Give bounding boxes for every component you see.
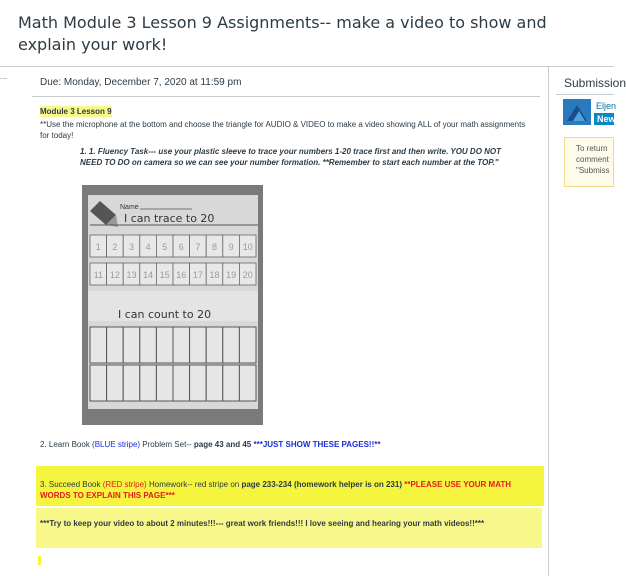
succeed-book-line	[40, 479, 535, 501]
trace-number: 17	[192, 270, 203, 280]
count-cell	[123, 327, 140, 363]
count-cell	[173, 327, 190, 363]
succeed-homework: Homework-- red stripe on	[148, 480, 240, 489]
trace-number: 9	[228, 242, 234, 252]
header-divider	[0, 66, 614, 67]
count-cell	[239, 327, 256, 363]
succeed-helper: (homework helper is on 231)	[293, 480, 402, 489]
count-cell	[190, 365, 207, 401]
left-divider	[0, 78, 7, 79]
new-badge: New	[594, 113, 614, 125]
count-cell	[223, 365, 240, 401]
count-cell	[206, 327, 223, 363]
text-cursor-highlight	[38, 556, 41, 565]
count-cell	[123, 365, 140, 401]
count-cell	[107, 327, 124, 363]
succeed-pages: page 233-234	[241, 480, 292, 489]
trace-number: 14	[143, 270, 154, 280]
closing-text: ***Try to keep your video to about 2 minutes!!!--- great work friends!!! I love seeing and hearing your math videos!!***	[40, 519, 485, 528]
count-cell	[190, 327, 207, 363]
learn-problem: Problem Set--	[142, 440, 192, 449]
trace-number: 13	[126, 270, 137, 280]
trace-number: 10	[242, 242, 253, 252]
learn-book-line	[40, 439, 380, 450]
trace-number: 15	[159, 270, 170, 280]
worksheet-graphic	[82, 185, 263, 425]
user-avatar[interactable]	[563, 99, 591, 125]
trace-number: 20	[242, 270, 253, 280]
count-cell	[156, 365, 173, 401]
count-cell	[223, 327, 240, 363]
trace-number: 3	[128, 242, 135, 252]
fluency-number: 1. 1.	[80, 147, 96, 156]
fluency-task: Fluency Task--- use your plastic sleeve to trace your numbers 1-20 trace first and then write. YOU DO NOT NEED TO DO on camera so we can see your number formation. **Remember to start each number at the TOP."	[80, 147, 502, 167]
trace-title: I can trace to 20	[124, 212, 215, 225]
count-cell	[90, 365, 107, 401]
succeed-prefix: 3. Succeed Book	[40, 480, 101, 489]
trace-row-2	[90, 263, 256, 285]
name-label: Name	[120, 204, 139, 211]
worksheet-image	[82, 185, 263, 425]
trace-number: 8	[211, 242, 218, 252]
fluency-task-text	[80, 146, 525, 168]
sidebar-title: Submission	[564, 76, 626, 90]
content-divider	[32, 96, 540, 97]
trace-row-1	[90, 235, 256, 257]
trace-number: 7	[195, 242, 201, 252]
count-cell	[156, 327, 173, 363]
trace-number: 5	[162, 242, 168, 252]
learn-note: ***JUST SHOW THESE PAGES!!**	[253, 440, 381, 449]
sidebar-notice-text: To return comment "Submiss	[576, 144, 610, 175]
trace-number: 4	[145, 242, 151, 252]
trace-number: 16	[176, 270, 187, 280]
learn-stripe: (BLUE stripe)	[92, 440, 141, 449]
due-date: Due: Monday, December 7, 2020 at 11:59 pm	[40, 77, 242, 88]
learn-prefix: 2. Learn Book	[40, 440, 90, 449]
trace-number: 1	[95, 242, 101, 252]
trace-number: 11	[93, 270, 103, 280]
sidebar-rule	[556, 94, 614, 95]
assignment-title: Math Module 3 Lesson 9 Assignments-- make a video to show and explain your work!	[18, 13, 547, 54]
submitter-name[interactable]: Eljen	[596, 101, 617, 111]
trace-number: 12	[109, 270, 120, 280]
count-cell	[107, 365, 124, 401]
trace-number: 18	[209, 270, 220, 280]
succeed-note: **PLEASE USE YOUR MATH WORDS TO EXPLAIN THIS PAGE***	[40, 480, 512, 500]
trace-number: 19	[226, 270, 237, 280]
count-cell	[140, 327, 157, 363]
avatar-icon	[563, 99, 591, 125]
instructions-text: **Use the microphone at the bottom and choose the triangle for AUDIO & VIDEO to make a video showing ALL of your math assignments for today!	[40, 120, 526, 140]
trace-number: 6	[178, 242, 184, 252]
count-cell	[140, 365, 157, 401]
count-title: I can count to 20	[118, 308, 212, 321]
count-cell	[90, 327, 107, 363]
count-cell	[206, 365, 223, 401]
trace-number: 2	[112, 242, 118, 252]
learn-pages: page 43 and 45	[193, 440, 252, 449]
count-cell	[239, 365, 256, 401]
count-cell	[173, 365, 190, 401]
sidebar-divider	[548, 66, 549, 576]
module-heading: Module 3 Lesson 9	[40, 107, 112, 116]
succeed-stripe: (RED stripe)	[102, 480, 147, 489]
